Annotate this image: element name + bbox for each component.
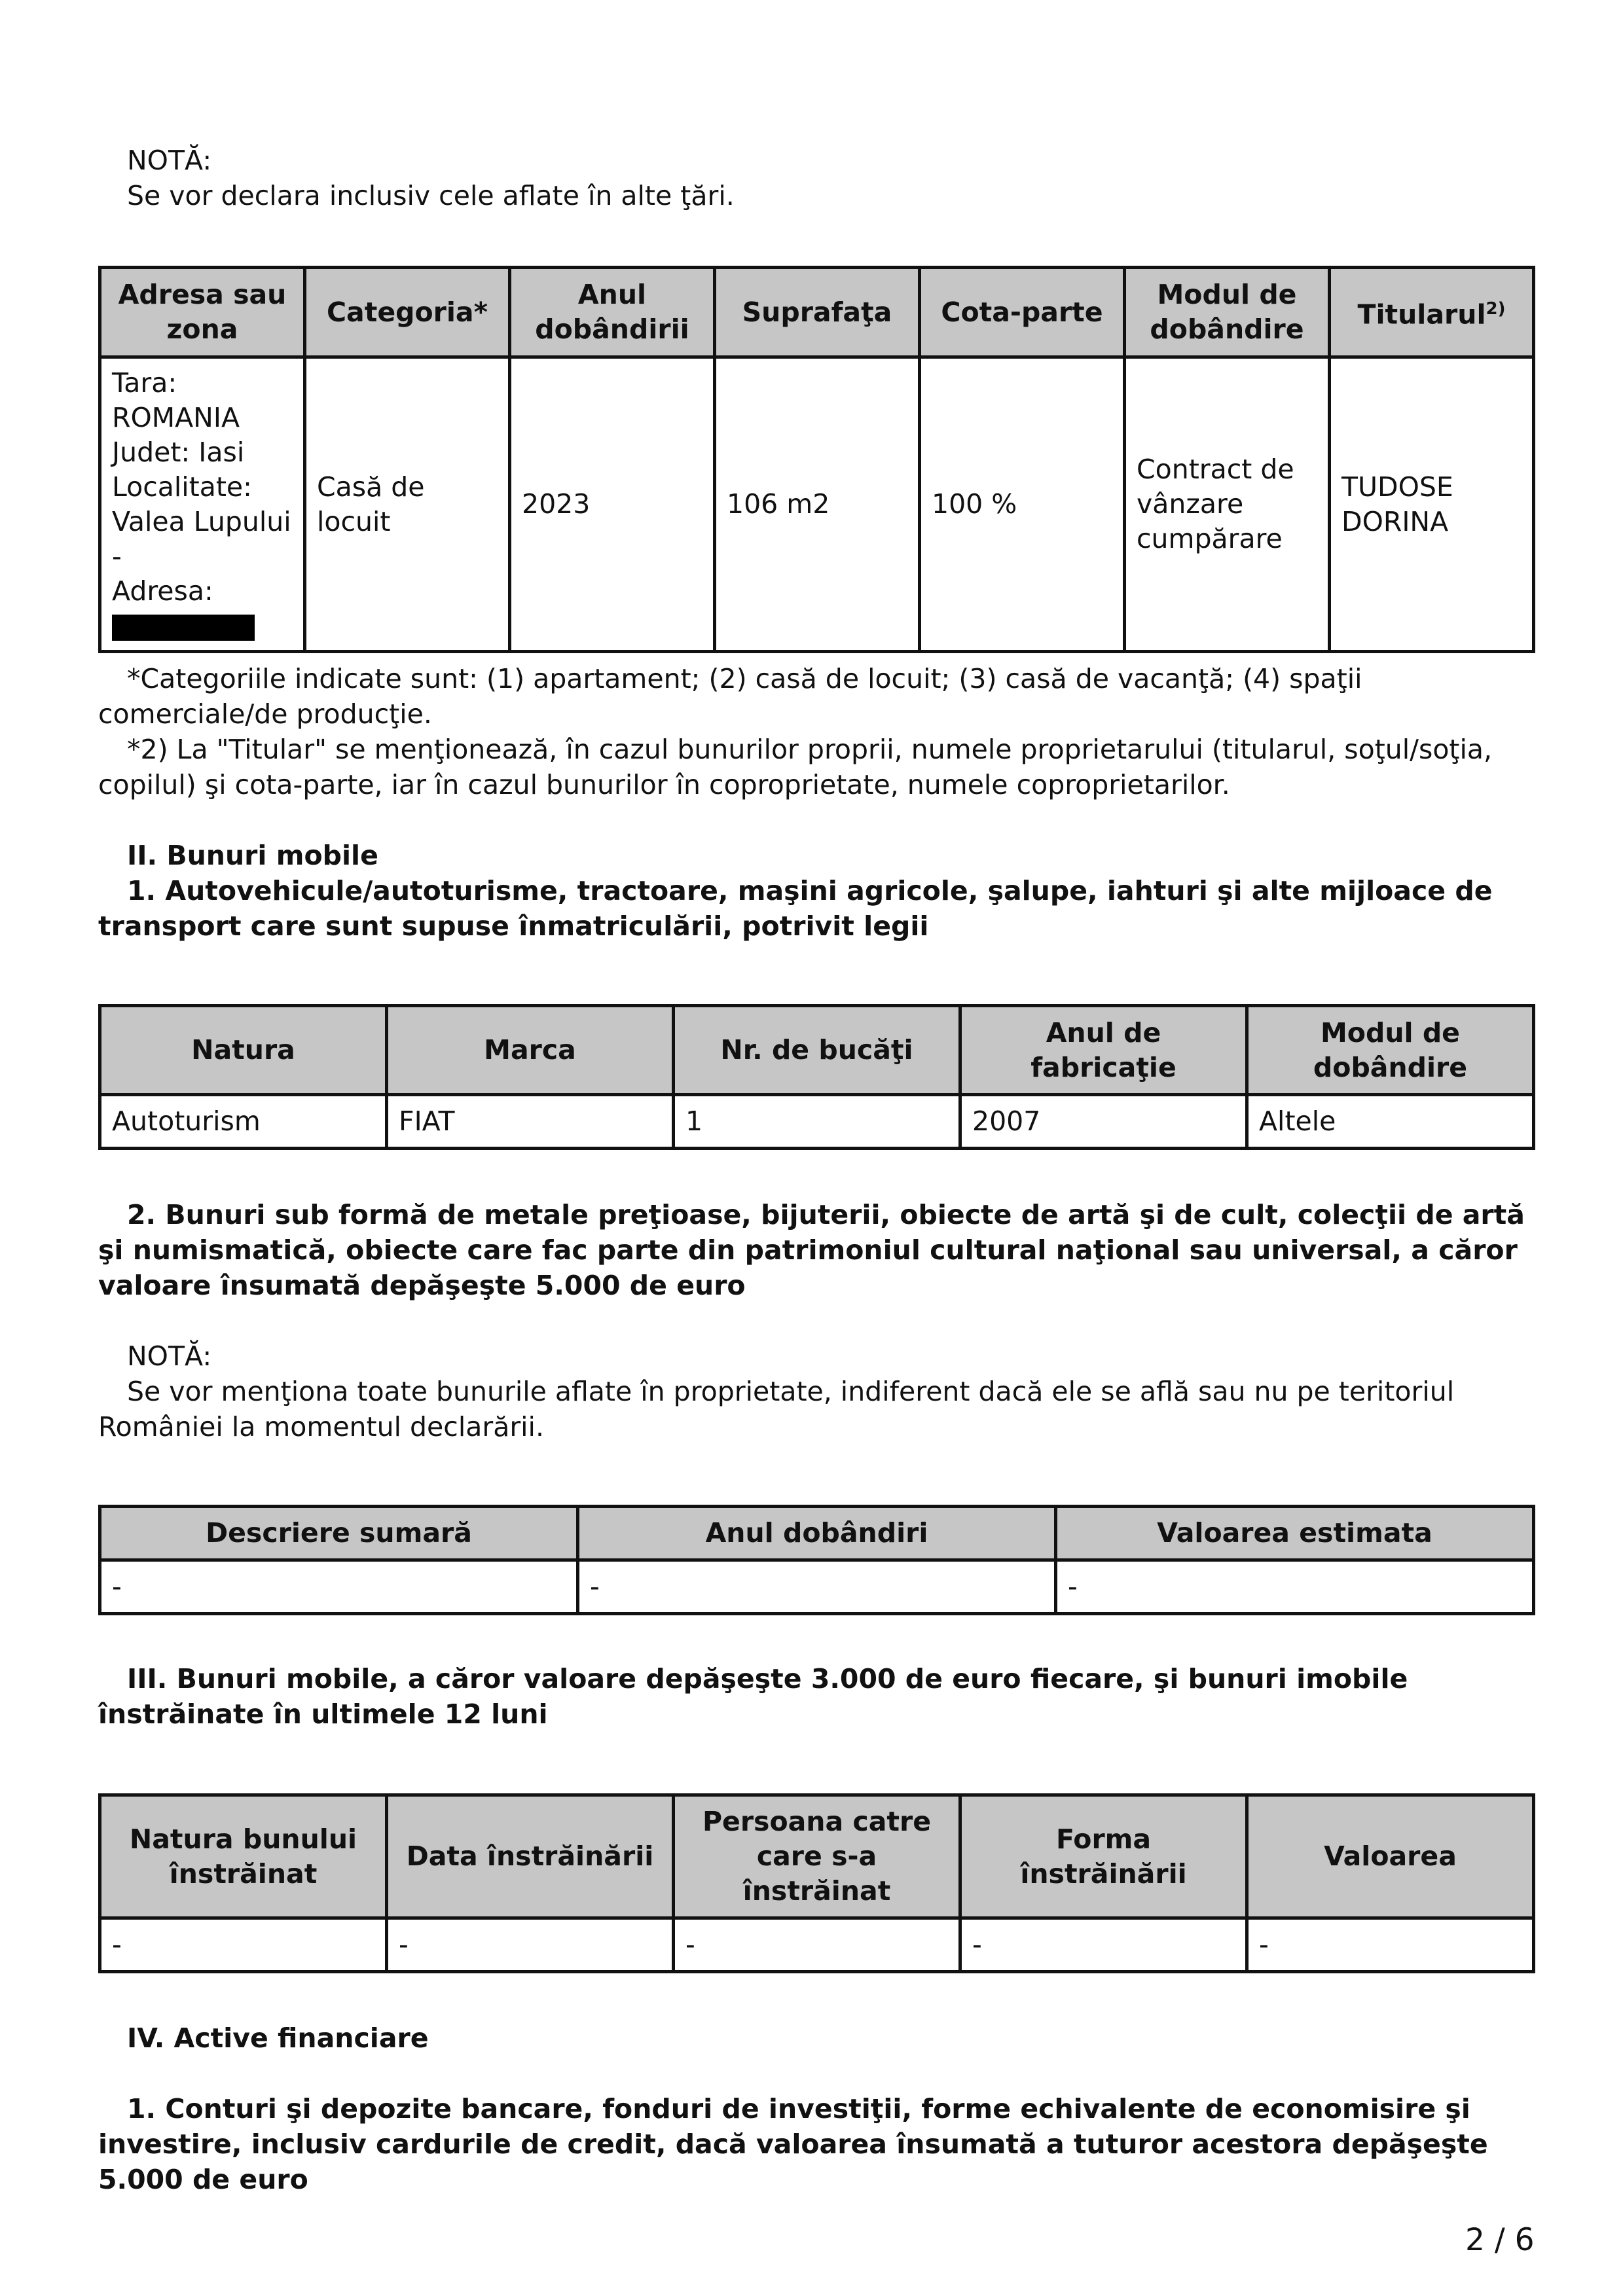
note-text: Se vor menţiona toate bunurile aflate în proprietate, indiferent dacă ele se află sau nu pe teritoriul României la momentul declarării. (98, 1376, 1455, 1443)
cell-holder: TUDOSE DORINA (1330, 357, 1534, 652)
header-category: Categoria* (305, 268, 510, 357)
cell-year: 2023 (510, 357, 715, 652)
cell-area: 106 m2 (715, 357, 920, 652)
header-year: Anul dobândirii (510, 268, 715, 357)
note-text: Se vor declara inclusiv cele aflate în alte ţări. (127, 180, 735, 211)
cell-nature: - (100, 1918, 387, 1972)
valuables-table (98, 1505, 1535, 1615)
cell-value: - (1247, 1918, 1534, 1972)
cell-value: - (1056, 1560, 1534, 1614)
cell-count: 1 (674, 1095, 960, 1149)
header-holder-footnote: 2) (1486, 299, 1506, 319)
footnote-categories: *Categoriile indicate sunt: (1) apartament; (2) casă de locuit; (3) casă de vacanţă; (4) spaţii comerciale/de producţie. (98, 663, 1362, 730)
header-mode: Modul de dobândire (1125, 268, 1330, 357)
section-iv-subtitle: 1. Conturi şi depozite bancare, fonduri de investiţii, forme echivalente de economisire şi investire, inclusiv cardurile de credit, dacă valoarea însumată a tuturor acestora depăşeşte 5.000 de euro (98, 2093, 1488, 2195)
table-row (100, 1918, 1534, 1972)
page-number: 2 / 6 (1465, 2222, 1535, 2258)
header-address: Adresa sau zona (100, 268, 305, 357)
section-ii-2-title: 2. Bunuri sub formă de metale preţioase, bijuterii, obiecte de artă şi de cult, colecţii de artă şi numismatică, obiecte care fac parte din patrimoniul cultural naţional sau universal, a căror valoare însumată depăşeşte 5.000 de euro (98, 1199, 1525, 1301)
cell-mode: Altele (1247, 1095, 1534, 1149)
table-row (100, 357, 1534, 652)
cell-category: Casă de locuit (305, 357, 510, 652)
cell-share: 100 % (920, 357, 1125, 652)
header-count: Nr. de bucăţi (674, 1006, 960, 1095)
cell-description: - (100, 1560, 578, 1614)
table-row (100, 1560, 1534, 1614)
table-header-row (100, 268, 1534, 357)
alienated-assets-table (98, 1793, 1535, 1973)
note-label: NOTĂ: (127, 1340, 212, 1372)
cell-nature: Autoturism (100, 1095, 387, 1149)
header-holder-label: Titularul (1357, 298, 1486, 331)
redaction-bar (112, 615, 255, 641)
cell-form: - (960, 1918, 1247, 1972)
table-header-row (100, 1507, 1534, 1560)
footnote-titular: *2) La "Titular" se menţionează, în cazul bunurilor proprii, numele proprietarului (titularul, soţul/soţia, copilul) şi cota-parte, iar în cazul bunurilor în coproprietate, numele coproprietarilor. (98, 734, 1493, 800)
header-value: Valoarea (1247, 1795, 1534, 1918)
header-area: Suprafaţa (715, 268, 920, 357)
section-iv-title: IV. Active financiare (127, 2022, 429, 2054)
address-county: Judet: Iasi (112, 436, 245, 468)
cell-year: - (578, 1560, 1056, 1614)
cell-recipient: - (674, 1918, 960, 1972)
header-share: Cota-parte (920, 268, 1125, 357)
cell-mode: Contract de vânzare cumpărare (1125, 357, 1330, 652)
address-label: Adresa: (112, 575, 213, 607)
cell-date: - (387, 1918, 674, 1972)
header-form: Forma înstrăinării (960, 1795, 1247, 1918)
cell-manufacture-year: 2007 (960, 1095, 1247, 1149)
section-iii-title: III. Bunuri mobile, a căror valoare depăşeşte 3.000 de euro fiecare, şi bunuri imobile înstrăinate în ultimele 12 luni (98, 1663, 1408, 1730)
table-header-row (100, 1006, 1534, 1095)
header-recipient: Persoana catre care s-a înstrăinat (674, 1795, 960, 1918)
header-manufacture-year: Anul de fabricaţie (960, 1006, 1247, 1095)
vehicles-table (98, 1004, 1535, 1150)
section-ii-subtitle: 1. Autovehicule/autoturisme, tractoare, maşini agricole, şalupe, iahturi şi alte mijloace de transport care sunt supuse înmatriculării, potrivit legii (98, 875, 1493, 942)
document-page (98, 0, 1532, 2197)
header-brand: Marca (387, 1006, 674, 1095)
address-country: Tara: ROMANIA (112, 367, 240, 433)
header-nature: Natura (100, 1006, 387, 1095)
header-mode: Modul de dobândire (1247, 1006, 1534, 1095)
header-year: Anul dobândiri (578, 1507, 1056, 1560)
section-ii-title: II. Bunuri mobile (127, 840, 378, 871)
header-nature: Natura bunului înstrăinat (100, 1795, 387, 1918)
real-estate-table (98, 266, 1535, 653)
header-date: Data înstrăinării (387, 1795, 674, 1918)
table-row (100, 1095, 1534, 1149)
header-value: Valoarea estimata (1056, 1507, 1534, 1560)
address-locality: Localitate: Valea Lupului (112, 471, 291, 537)
cell-brand: FIAT (387, 1095, 674, 1149)
note-label: NOTĂ: (127, 145, 212, 176)
address-dash: - (112, 540, 122, 572)
cell-address (100, 357, 305, 652)
header-description: Descriere sumară (100, 1507, 578, 1560)
header-holder (1330, 268, 1534, 357)
table-header-row (100, 1795, 1534, 1918)
